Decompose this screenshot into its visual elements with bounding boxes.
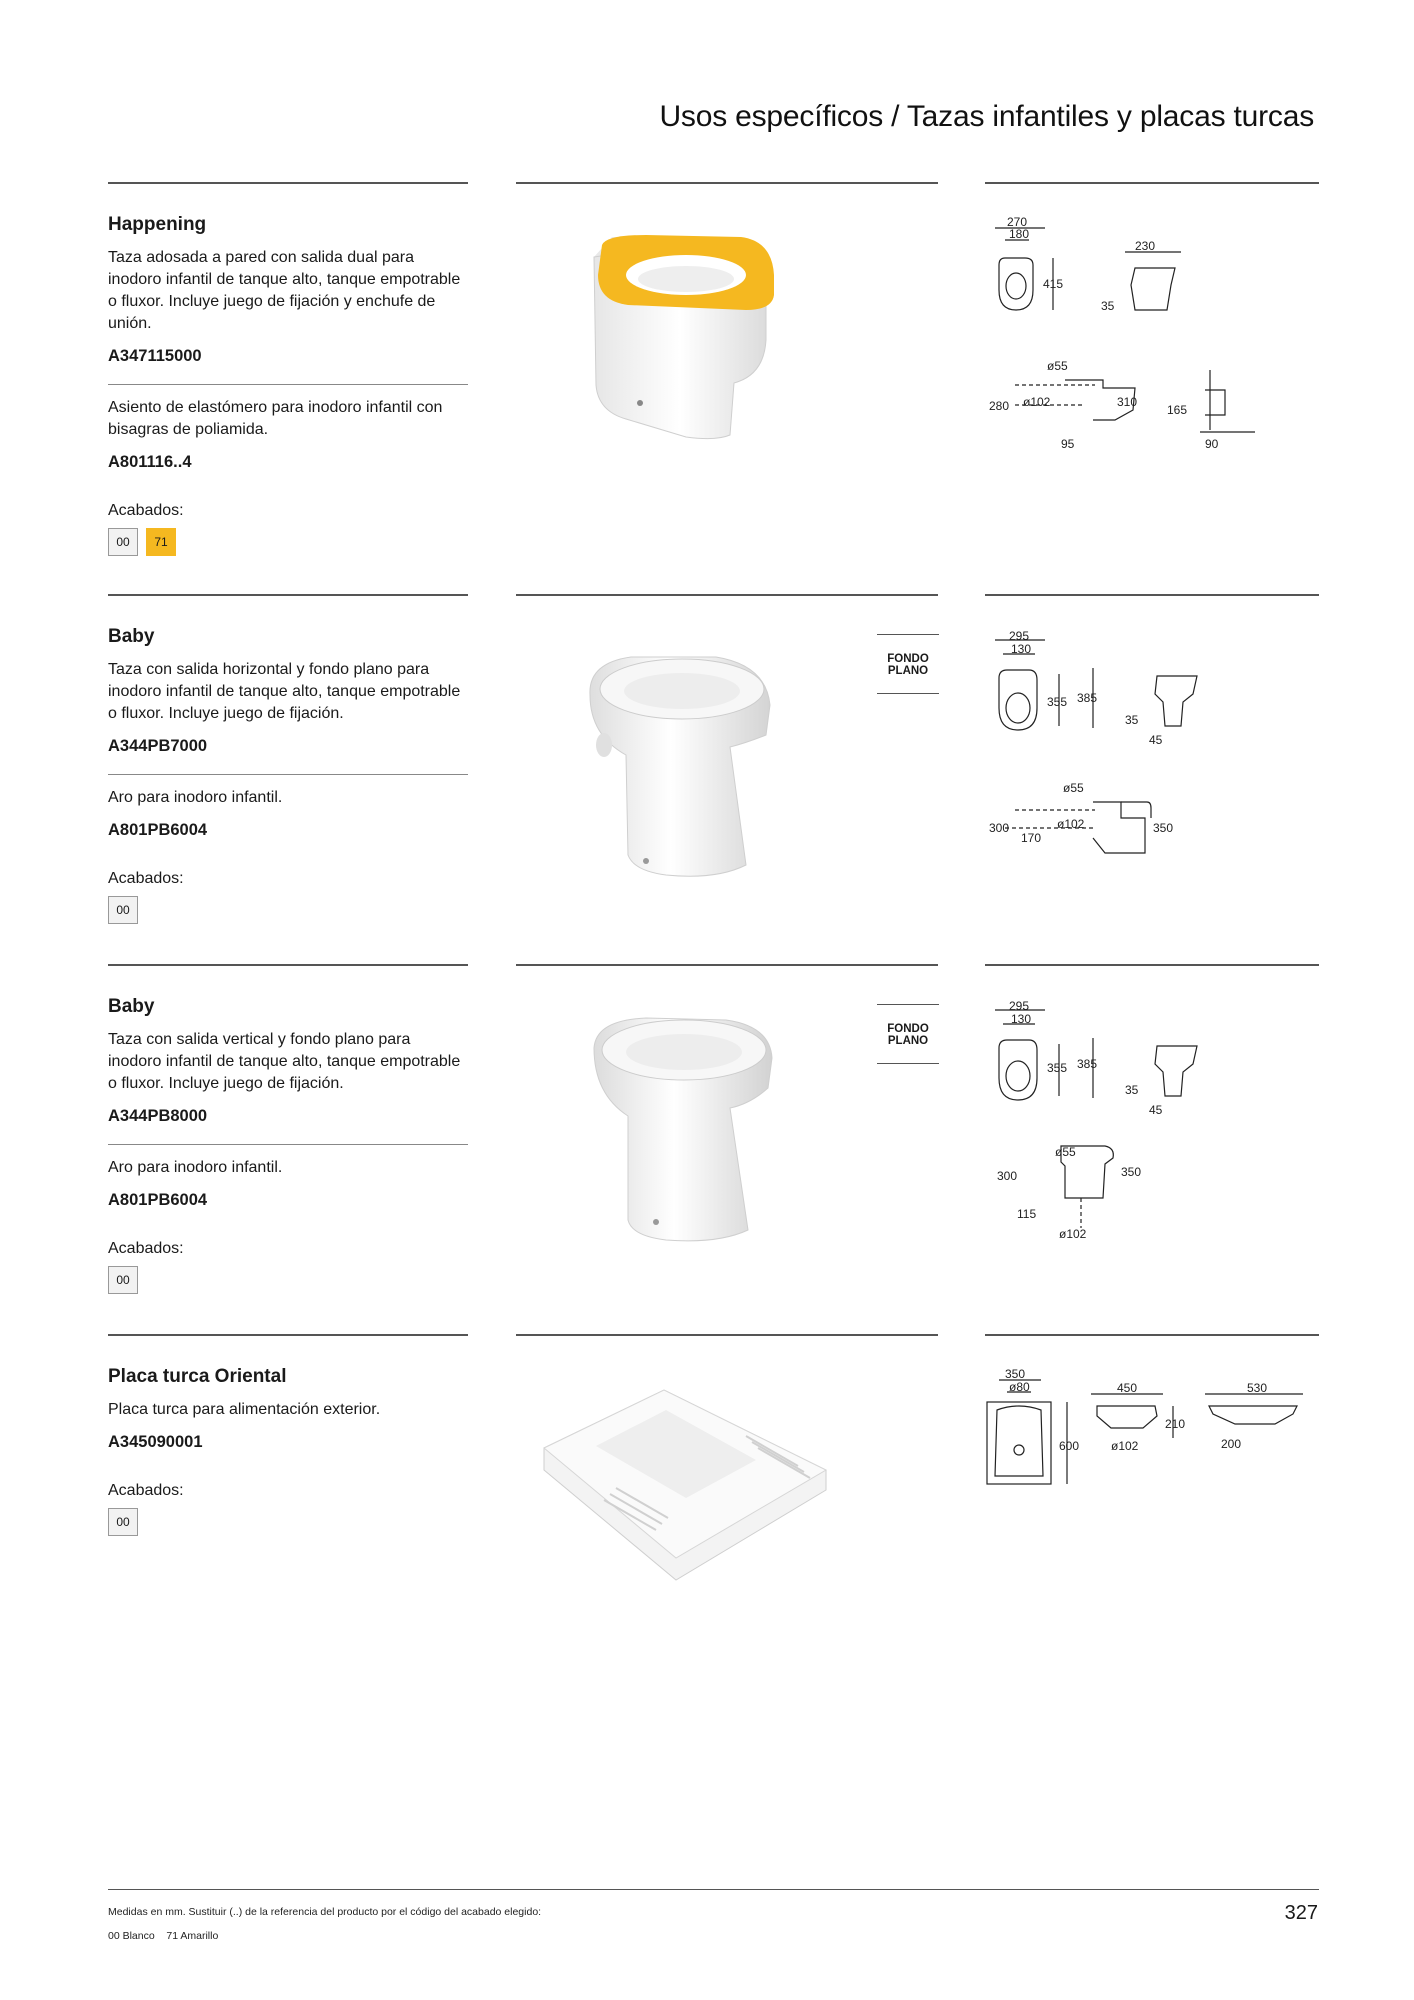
finish-swatch-white[interactable]: 00 [108, 1266, 138, 1294]
product-name: Placa turca Oriental [108, 1366, 287, 1387]
dim-label: 385 [1077, 691, 1098, 705]
finish-swatch-white[interactable]: 00 [108, 1508, 138, 1536]
dim-label: 310 [1117, 395, 1138, 409]
page-title: Usos específicos / Tazas infantiles y placas turcas [659, 100, 1314, 133]
section-divider [108, 964, 468, 966]
section-divider [108, 1334, 468, 1336]
footer-note: Medidas en mm. Sustituir (..) de la referencia del producto por el código del acabado elegido: [108, 1906, 542, 1918]
product-info-baby-horizontal [108, 626, 468, 924]
dim-label: 385 [1077, 1057, 1098, 1071]
product-info-baby-vertical [108, 996, 468, 1294]
finish-swatch-white[interactable]: 00 [108, 528, 138, 556]
finish-swatches [108, 896, 468, 924]
dim-label: 350 [1121, 1165, 1142, 1179]
section-divider [985, 964, 1319, 966]
dim-label: ø55 [1063, 781, 1084, 795]
dim-label: 45 [1149, 733, 1163, 747]
dim-label: 350 [1005, 1367, 1026, 1381]
finish-swatches [108, 1266, 468, 1294]
section-divider [516, 1334, 938, 1336]
dim-label: 130 [1011, 642, 1032, 656]
product-description: Taza con salida horizontal y fondo plano para inodoro infantil de tanque alto, tanque empotrable o fluxor. Incluye juego de fijación. [108, 660, 461, 722]
dim-label: ø102 [1023, 395, 1051, 409]
accessory-code: A801PB6004 [108, 1190, 208, 1209]
flat-bottom-tag: FONDO PLANO [877, 634, 939, 694]
section-divider [985, 594, 1319, 596]
dim-label: 165 [1167, 403, 1188, 417]
divider [108, 774, 468, 775]
footer-divider [108, 1889, 1319, 1890]
dim-label: 200 [1221, 1437, 1242, 1451]
product-photo-happening [516, 215, 938, 445]
dim-label: ø80 [1009, 1380, 1030, 1394]
dim-label: 170 [1021, 831, 1042, 845]
section-divider [985, 182, 1319, 184]
dim-label: 530 [1247, 1381, 1268, 1395]
product-name: Happening [108, 214, 207, 235]
dim-label: 130 [1011, 1012, 1032, 1026]
product-code: A344PB8000 [108, 1106, 208, 1125]
dim-label: ø55 [1047, 359, 1068, 373]
dim-label: 45 [1149, 1103, 1163, 1117]
dim-label: 230 [1135, 239, 1156, 253]
dim-label: ø102 [1059, 1227, 1087, 1241]
dim-label: 355 [1047, 1061, 1068, 1075]
dim-label: ø102 [1111, 1439, 1139, 1453]
dim-label: 355 [1047, 695, 1068, 709]
finishes-legend: 00 Blanco 71 Amarillo [108, 1930, 219, 1942]
finishes-label: Acabados: [108, 1239, 184, 1257]
product-description: Taza adosada a pared con salida dual para inodoro infantil de tanque alto, tanque empotrable o fluxor. Incluye juego de fijación y enchufe de unión. [108, 248, 461, 332]
technical-drawing-baby-horizontal [985, 628, 1319, 878]
technical-drawing-happening [985, 210, 1319, 470]
product-info-happening [108, 214, 468, 556]
product-code: A347115000 [108, 346, 202, 365]
technical-drawing-baby-vertical [985, 998, 1319, 1258]
dim-label: 415 [1043, 277, 1064, 291]
dim-label: 35 [1125, 1083, 1139, 1097]
dim-label: 280 [989, 399, 1010, 413]
accessory-description: Aro para inodoro infantil. [108, 1158, 283, 1176]
product-name: Baby [108, 626, 155, 647]
finishes-label: Acabados: [108, 869, 184, 887]
product-photo-baby-horizontal [516, 635, 938, 885]
finish-swatches [108, 1508, 468, 1536]
dim-label: 90 [1205, 437, 1219, 451]
section-divider [108, 594, 468, 596]
dim-label: 600 [1059, 1439, 1080, 1453]
dim-label: 95 [1061, 437, 1075, 451]
finishes-label: Acabados: [108, 501, 184, 519]
accessory-code: A801116..4 [108, 452, 192, 471]
section-divider [516, 594, 938, 596]
technical-drawing-placa-turca [985, 1366, 1319, 1516]
dim-label: ø55 [1055, 1145, 1076, 1159]
dim-label: 180 [1009, 227, 1030, 241]
dim-label: 115 [1017, 1207, 1037, 1221]
product-code: A345090001 [108, 1432, 203, 1451]
product-info-placa-turca [108, 1366, 468, 1536]
dim-label: 300 [989, 821, 1010, 835]
product-description: Placa turca para alimentación exterior. [108, 1400, 381, 1418]
product-photo-baby-vertical [516, 1008, 938, 1258]
finish-swatches [108, 528, 468, 556]
section-divider [516, 182, 938, 184]
accessory-description: Aro para inodoro infantil. [108, 788, 283, 806]
finish-swatch-yellow[interactable]: 71 [146, 528, 176, 556]
product-code: A344PB7000 [108, 736, 208, 755]
section-divider [108, 182, 468, 184]
dim-label: 295 [1009, 999, 1030, 1013]
finish-swatch-white[interactable]: 00 [108, 896, 138, 924]
dim-label: 300 [997, 1169, 1018, 1183]
dim-label: 210 [1165, 1417, 1186, 1431]
accessory-description: Asiento de elastómero para inodoro infantil con bisagras de poliamida. [108, 398, 443, 438]
finishes-label: Acabados: [108, 1481, 184, 1499]
product-description: Taza con salida vertical y fondo plano para inodoro infantil de tanque alto, tanque empotrable o fluxor. Incluye juego de fijación. [108, 1030, 461, 1092]
dim-label: 295 [1009, 629, 1030, 643]
dim-label: 270 [1007, 215, 1028, 229]
dim-label: 350 [1153, 821, 1174, 835]
product-name: Baby [108, 996, 155, 1017]
section-divider [516, 964, 938, 966]
product-photo-placa-turca [516, 1380, 938, 1590]
divider [108, 384, 468, 385]
dim-label: 35 [1101, 299, 1115, 313]
flat-bottom-tag: FONDO PLANO [877, 1004, 939, 1064]
dim-label: 450 [1117, 1381, 1138, 1395]
section-divider [985, 1334, 1319, 1336]
page-number: 327 [1284, 1902, 1318, 1924]
dim-label: ø102 [1057, 817, 1085, 831]
dim-label: 35 [1125, 713, 1139, 727]
divider [108, 1144, 468, 1145]
accessory-code: A801PB6004 [108, 820, 208, 839]
